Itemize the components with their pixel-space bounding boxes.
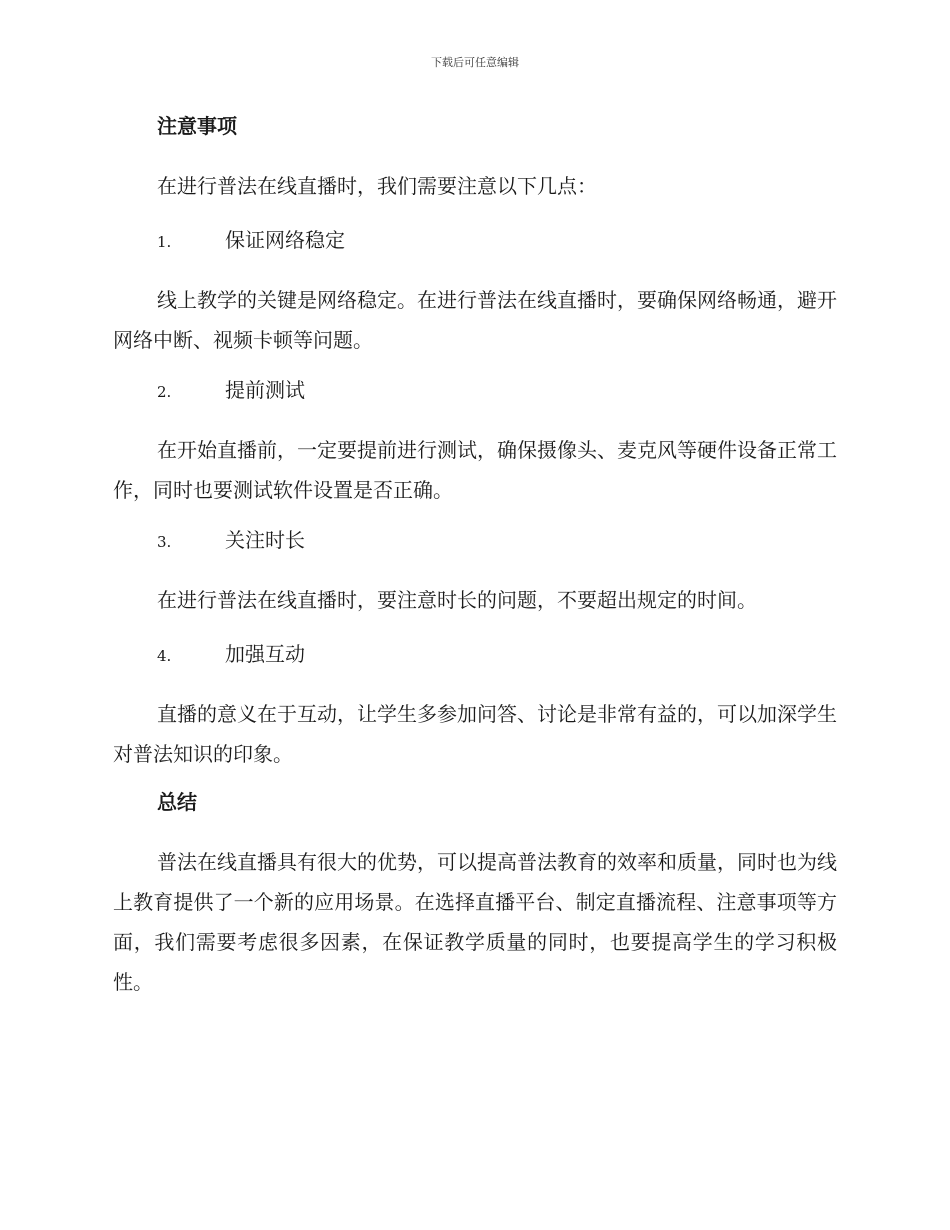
- section-title-notes: 注意事项: [157, 114, 237, 138]
- item-number: 2.: [157, 383, 172, 401]
- item-body: 在开始直播前，一定要提前进行测试，确保摄像头、麦克风等硬件设备正常工作，同时也要测试软件设置是否正确。: [113, 438, 837, 502]
- item-title: 保证网络稳定: [225, 228, 345, 252]
- list-item: [157, 222, 837, 260]
- summary-body: 普法在线直播具有很大的优势，可以提高普法教育的效率和质量，同时也为线上教育提供了一个新的应用场景。在选择直播平台、制定直播流程、注意事项等方面，我们需要考虑很多因素，在保证教学质量的同时，也要提高学生的学习积极性。: [113, 850, 837, 994]
- item-body: 直播的意义在于互动，让学生多参加问答、讨论是非常有益的，可以加深学生对普法知识的印象。: [113, 702, 837, 766]
- list-item: [157, 636, 837, 674]
- item-title: 提前测试: [225, 378, 305, 402]
- item-number: 1.: [157, 233, 172, 251]
- section-title-summary: 总结: [157, 790, 197, 814]
- item-title: 关注时长: [225, 528, 305, 552]
- header-note: 下载后可任意编辑: [431, 56, 519, 69]
- list-item: [157, 372, 837, 410]
- list-item: [157, 522, 837, 560]
- document-content: [113, 110, 837, 1014]
- item-body: 在进行普法在线直播时，要注意时长的问题，不要超出规定的时间。: [157, 588, 757, 612]
- item-body: 线上教学的关键是网络稳定。在进行普法在线直播时，要确保网络畅通，避开网络中断、视频卡顿等问题。: [113, 288, 837, 352]
- item-number: 4.: [157, 647, 172, 665]
- section-intro: 在进行普法在线直播时，我们需要注意以下几点：: [157, 174, 597, 198]
- item-title: 加强互动: [225, 642, 305, 666]
- item-number: 3.: [157, 533, 172, 551]
